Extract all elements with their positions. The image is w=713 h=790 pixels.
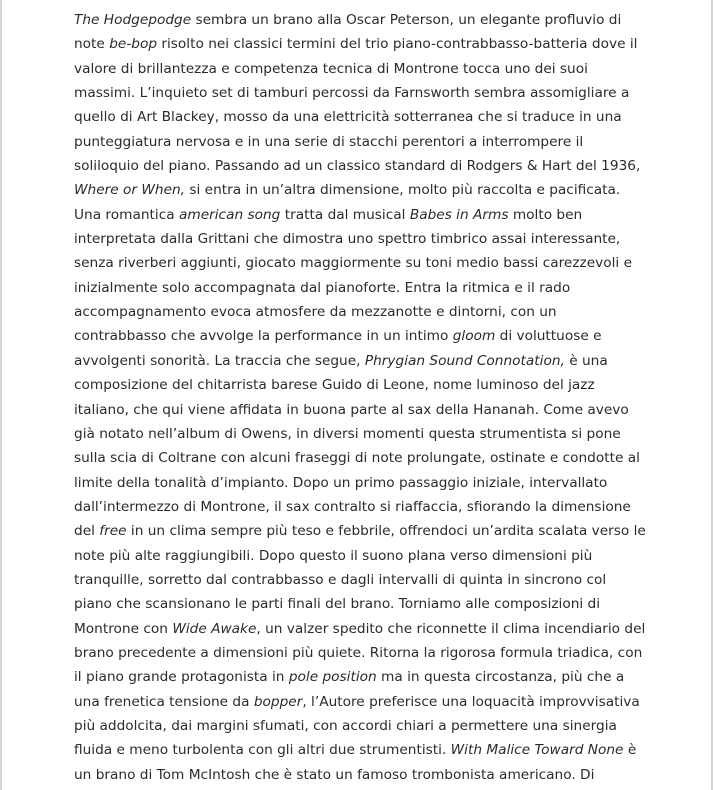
text-segment: si entra in un’altra dimensione, molto più raccolta e pacificata.	[185, 182, 621, 199]
text-segment: tratta dal musical	[280, 206, 410, 223]
text-segment: già notato nell’album di Owens, in diversi momenti questa strumentista si pone	[74, 425, 621, 442]
text-segment: un brano di Tom McIntosh che è stato un famoso trombonista americano. Di	[74, 766, 595, 783]
italic-text-segment: The Hodgepodge	[74, 12, 192, 28]
text-segment: punteggiatura nervosa e in una serie di stacchi perentori a interrompere il	[74, 133, 584, 150]
text-segment: avvolgenti sonorità. La traccia che segue,	[74, 352, 365, 369]
text-line	[74, 568, 644, 592]
italic-text-segment: Babes in Arms	[409, 206, 509, 223]
italic-text-segment: free	[99, 523, 127, 540]
text-segment: soliloquio del piano. Passando ad un classico standard di Rodgers & Hart del 1936,	[74, 158, 641, 175]
text-segment: , un valzer spedito che riconnette il clima incendiario del	[256, 620, 646, 637]
text-line	[74, 349, 644, 373]
text-segment: in un clima sempre più teso e febbrile, offrendoci un’ardita scalata verso le	[126, 523, 646, 540]
text-line	[74, 154, 644, 178]
italic-text-segment: pole position	[288, 669, 377, 686]
text-segment: sembra un brano alla Oscar Peterson, un elegante profluvio di	[191, 12, 622, 28]
text-segment: più addolcita, dai margini sfumati, con accordi chiari a permettere una sinergia	[74, 717, 617, 734]
text-segment: accompagnamento evoca atmosfere da mezzanotte e dintorni, con un	[74, 304, 557, 321]
text-line	[74, 57, 644, 81]
text-segment: Montrone con	[74, 620, 173, 637]
italic-text-segment: be-bop	[109, 36, 158, 53]
text-line	[74, 690, 644, 714]
text-line	[74, 398, 644, 422]
text-line	[74, 373, 644, 397]
text-line	[74, 714, 644, 738]
text-segment: risolto nei classici termini del trio piano-contrabbasso-batteria dove il	[157, 36, 638, 53]
text-segment: piano che scansionano le parti finali del brano. Torniamo alle composizioni di	[74, 596, 601, 613]
text-line	[74, 544, 644, 568]
text-line	[74, 8, 644, 32]
text-line	[74, 495, 644, 519]
text-line	[74, 471, 644, 495]
text-segment: , l’Autore preferisce una loquacità improvvisativa	[302, 693, 640, 710]
text-line	[74, 81, 644, 105]
text-segment: molto ben	[508, 206, 583, 223]
text-line	[74, 519, 644, 543]
text-line	[74, 251, 644, 275]
text-segment: inizialmente solo accompagnata dal pianoforte. Entra la ritmica e il rado	[74, 279, 571, 296]
text-line	[74, 422, 644, 446]
text-segment: massimi. L’inquieto set di tamburi percossi da Farnsworth sembra assomigliare a	[74, 85, 630, 102]
left-border	[0, 0, 2, 790]
article-body	[74, 8, 644, 787]
text-line	[74, 105, 644, 129]
text-line	[74, 227, 644, 251]
text-segment: brano precedente a dimensioni più quiete. Ritorna la rigorosa formula triadica, con	[74, 644, 643, 661]
text-segment: di voluttuose e	[495, 328, 602, 345]
text-segment: valore di brillantezza e competenza tecnica di Montrone tocca uno dei suoi	[74, 60, 588, 77]
text-segment: è	[623, 742, 637, 759]
text-line	[74, 738, 644, 762]
text-segment: è una	[564, 352, 608, 369]
text-segment: quello di Art Blackey, mosso da una elettricità sotterranea che si traduce in una	[74, 109, 622, 126]
text-line	[74, 178, 644, 202]
text-line	[74, 130, 644, 154]
text-segment: tranquille, sorretto dal contrabbasso e dagli intervalli di quinta in sincrono col	[74, 571, 607, 588]
text-line	[74, 592, 644, 616]
text-segment: dall’intermezzo di Montrone, il sax contralto si riaffaccia, sfiorando la dimensione	[74, 498, 631, 515]
text-segment: interpretata dalla Grittani che dimostra uno spettro timbrico assai interessante,	[74, 231, 621, 248]
text-line	[74, 324, 644, 348]
text-segment: senza riverberi aggiunti, giocato maggiormente su toni medio bassi carezzevoli e	[74, 255, 632, 272]
text-segment: note più alte raggiungibili. Dopo questo il suono plana verso dimensioni più	[74, 547, 593, 564]
italic-text-segment: With Malice Toward None	[450, 742, 624, 759]
italic-text-segment: Wide Awake	[172, 620, 257, 637]
text-segment: una frenetica tensione da	[74, 693, 254, 710]
text-segment: del	[74, 523, 100, 540]
text-line	[74, 617, 644, 641]
text-segment: ma in questa circostanza, più che a	[376, 669, 625, 686]
text-segment: contrabbasso che avvolge la performance in un intimo	[74, 328, 453, 345]
text-segment: note	[74, 36, 110, 53]
text-segment: fluida e meno turbolenta con gli altri due strumentisti.	[74, 742, 451, 759]
text-line	[74, 300, 644, 324]
italic-text-segment: american song	[178, 206, 281, 223]
italic-text-segment: Phrygian Sound Connotation,	[364, 352, 565, 369]
text-line	[74, 32, 644, 56]
text-line	[74, 641, 644, 665]
text-segment: limite della tonalità d’impianto. Dopo un primo passaggio iniziale, intervallato	[74, 474, 608, 491]
text-line	[74, 763, 644, 787]
text-segment: Una romantica	[74, 206, 179, 223]
text-segment: italiano, che qui viene affidata in buona parte al sax della Hananah. Come avevo	[74, 401, 629, 418]
text-line	[74, 203, 644, 227]
italic-text-segment: gloom	[452, 328, 496, 345]
text-line	[74, 276, 644, 300]
text-segment: sulla scia di Coltrane con alcuni fraseggi di note prolungate, ostinate e condotte al	[74, 450, 640, 467]
text-segment: il piano grande protagonista in	[74, 669, 289, 686]
italic-text-segment: Where or When,	[74, 182, 186, 199]
text-line	[74, 665, 644, 689]
text-line	[74, 446, 644, 470]
text-segment: composizione del chitarrista barese Guido di Leone, nome luminoso del jazz	[74, 377, 595, 394]
italic-text-segment: bopper	[253, 693, 303, 710]
